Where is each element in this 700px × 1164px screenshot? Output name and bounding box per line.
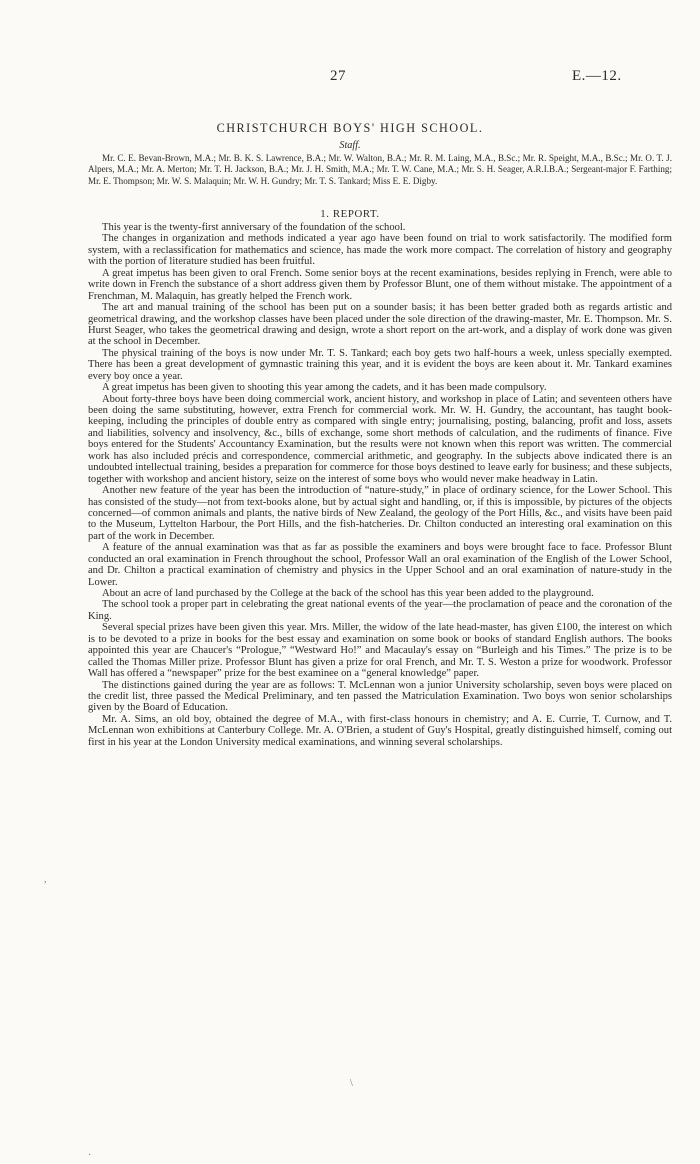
page-number: 27 — [330, 68, 346, 84]
document-title: CHRISTCHURCH BOYS' HIGH SCHOOL. — [216, 121, 484, 135]
staff-heading: Staff. — [339, 140, 361, 151]
margin-mark: , — [44, 874, 47, 885]
staff-list: Mr. C. E. Bevan-Brown, M.A.; Mr. B. K. S. Lawrence, B.A.; Mr. W. Walton, B.A.; Mr. R. M. Laing, M.A., B.Sc.; Mr. R. Speight, M.A., B.Sc.; Mr. O. T. J. Alpers, M.A.; Mr. A. Merton; Mr. T. H. Jackson, B.A.; Mr. J. H. Smith, M.A.; Mr. T. W. Cane, M.A.; Mr. S. H. Seager, A.R.I.B.A.; Sergeant-major F. Farthing; Mr. E. Thompson; Mr. W. S. Malaquin; Mr. W. H. Gundry; Mr. T. S. Tankard; Miss E. E. Digby. — [88, 153, 672, 186]
page-reference: E.—12. — [572, 68, 622, 84]
report-paragraph: This year is the twenty-first anniversary of the foundation of the school. — [102, 222, 406, 233]
report-paragraph: The changes in organization and methods indicated a year ago have been found on trial to work satisfactorily. The modified form system, with a reclassification for mathematics and science, has made the work more compact. The correlation of history and geography with the portion of literature studied has been fruitful. — [88, 233, 672, 268]
report-paragraph: About forty-three boys have been doing commercial work, ancient history, and workshop in place of Latin; and seventeen others have been doing the same substituting, however, extra French for commercial work. Mr. W. H. Gundry, the accountant, has taught book-keeping, including the principles of double entry as compared with single entry; journalising, posting, balancing, profit and loss, assets and liabilities, solvency and insolvency, &c., bills of exchange, some short methods of calculation, and the rudiments of finance. Five boys entered for the Students' Accountancy Examination, but the results were not known when this report was written. The commercial work has also included précis and correspondence, commercial arithmetic, and geography. In the subjects above indicated there is an undoubted intellectual training, besides a preparation for commerce for those boys destined to leave early for business; and these subjects, together with workshop and ancient history, seize on the interest of some boys who would never make headway in Latin. — [88, 393, 672, 485]
corner-mark: · — [88, 1150, 92, 1161]
report-paragraph: About an acre of land purchased by the College at the back of the school has this year been added to the playground. — [102, 588, 594, 599]
report-heading: 1. REPORT. — [320, 208, 380, 220]
report-paragraph: The school took a proper part in celebrating the great national events of the year—the proclamation of peace and the coronation of the King. — [88, 599, 672, 622]
bottom-mark: \ — [350, 1078, 353, 1089]
report-paragraph: Mr. A. Sims, an old boy, obtained the degree of M.A., with first-class honours in chemistry; and A. E. Currie, T. Curnow, and T. McLennan won exhibitions at Canterbury College. Mr. A. O'Brien, a student of Guy's Hospital, greatly distinguished himself, coming out first in his year at the London University medical examinations, and winning several scholarships. — [88, 713, 672, 748]
report-paragraph: A feature of the annual examination was that as far as possible the examiners and boys were brought face to face. Professor Blunt conducted an oral examination in French throughout the school, Professor Wall an oral examination of the English of the Lower School, and Dr. Chilton a practical examination of chemistry and physics in the Upper School and an oral examination of nature-study in the Lower. — [88, 542, 672, 588]
report-paragraph: A great impetus has been given to oral French. Some senior boys at the recent examinations, besides replying in French, were able to write down in French the substance of a short address given them by Professor Blunt, one of them without mistake. The appointment of a Frenchman, M. Malaquin, has greatly helped the French work. — [88, 267, 672, 302]
report-body — [88, 222, 672, 748]
report-paragraph: A great impetus has been given to shooting this year among the cadets, and it has been made compulsory. — [102, 382, 547, 394]
report-paragraph: Another new feature of the year has been the introduction of “nature-study,” in place of ordinary science, for the Lower School. This has consisted of the study—not from text-books alone, but by actual sight and handling, or, if this is impossible, by pictures of the objects concerned—of common animals and plants, the native birds of New Zealand, the geology of the Port Hills, &c., and visits have been paid to the Museum, Lyttelton Harbour, the Port Hills, and the fish-hatcheries. Dr. Chilton conducted an interesting oral examination on this part of the work in December. — [88, 485, 672, 542]
report-paragraph: Several special prizes have been given this year. Mrs. Miller, the widow of the late head-master, has given £100, the interest on which is to be devoted to a prize in books for the best essay and examination on some book or books of standard English authors. The books appointed this year are Chaucer's “Prologue,” “Westward Ho!” and Macaulay's essay on “Burleigh and his Times.” The prize is to be called the Thomas Miller prize. Professor Blunt has given a prize for oral French, and Mr. T. S. Weston a prize for woodwork. Professor Wall has offered a “newspaper” prize for the best examinee on a “general knowledge” paper. — [88, 622, 672, 680]
report-paragraph: The art and manual training of the school has been put on a sounder basis; it has been better graded both as regards artistic and geometrical drawing, and the workshop classes have been placed under the sole direction of the drawing-master, Mr. E. Thompson. Mr. S. Hurst Seager, who takes the geometrical drawing and design, wrote a short report on the art-work, and a display of work done was given at the school in December. — [88, 302, 672, 348]
report-paragraph: The distinctions gained during the year are as follows: T. McLennan won a junior University scholarship, seven boys were placed on the credit list, three passed the Medical Preliminary, and ten passed the Matriculation Examination. Two boys won senior scholarships given by the Board of Education. — [88, 679, 672, 714]
report-paragraph: The physical training of the boys is now under Mr. T. S. Tankard; each boy gets two half-hours a week, unless specially exempted. There has been a great development of gymnastic training this year, and it is evident the boys are keen about it. Mr. Tankard examines every boy once a year. — [88, 347, 672, 382]
